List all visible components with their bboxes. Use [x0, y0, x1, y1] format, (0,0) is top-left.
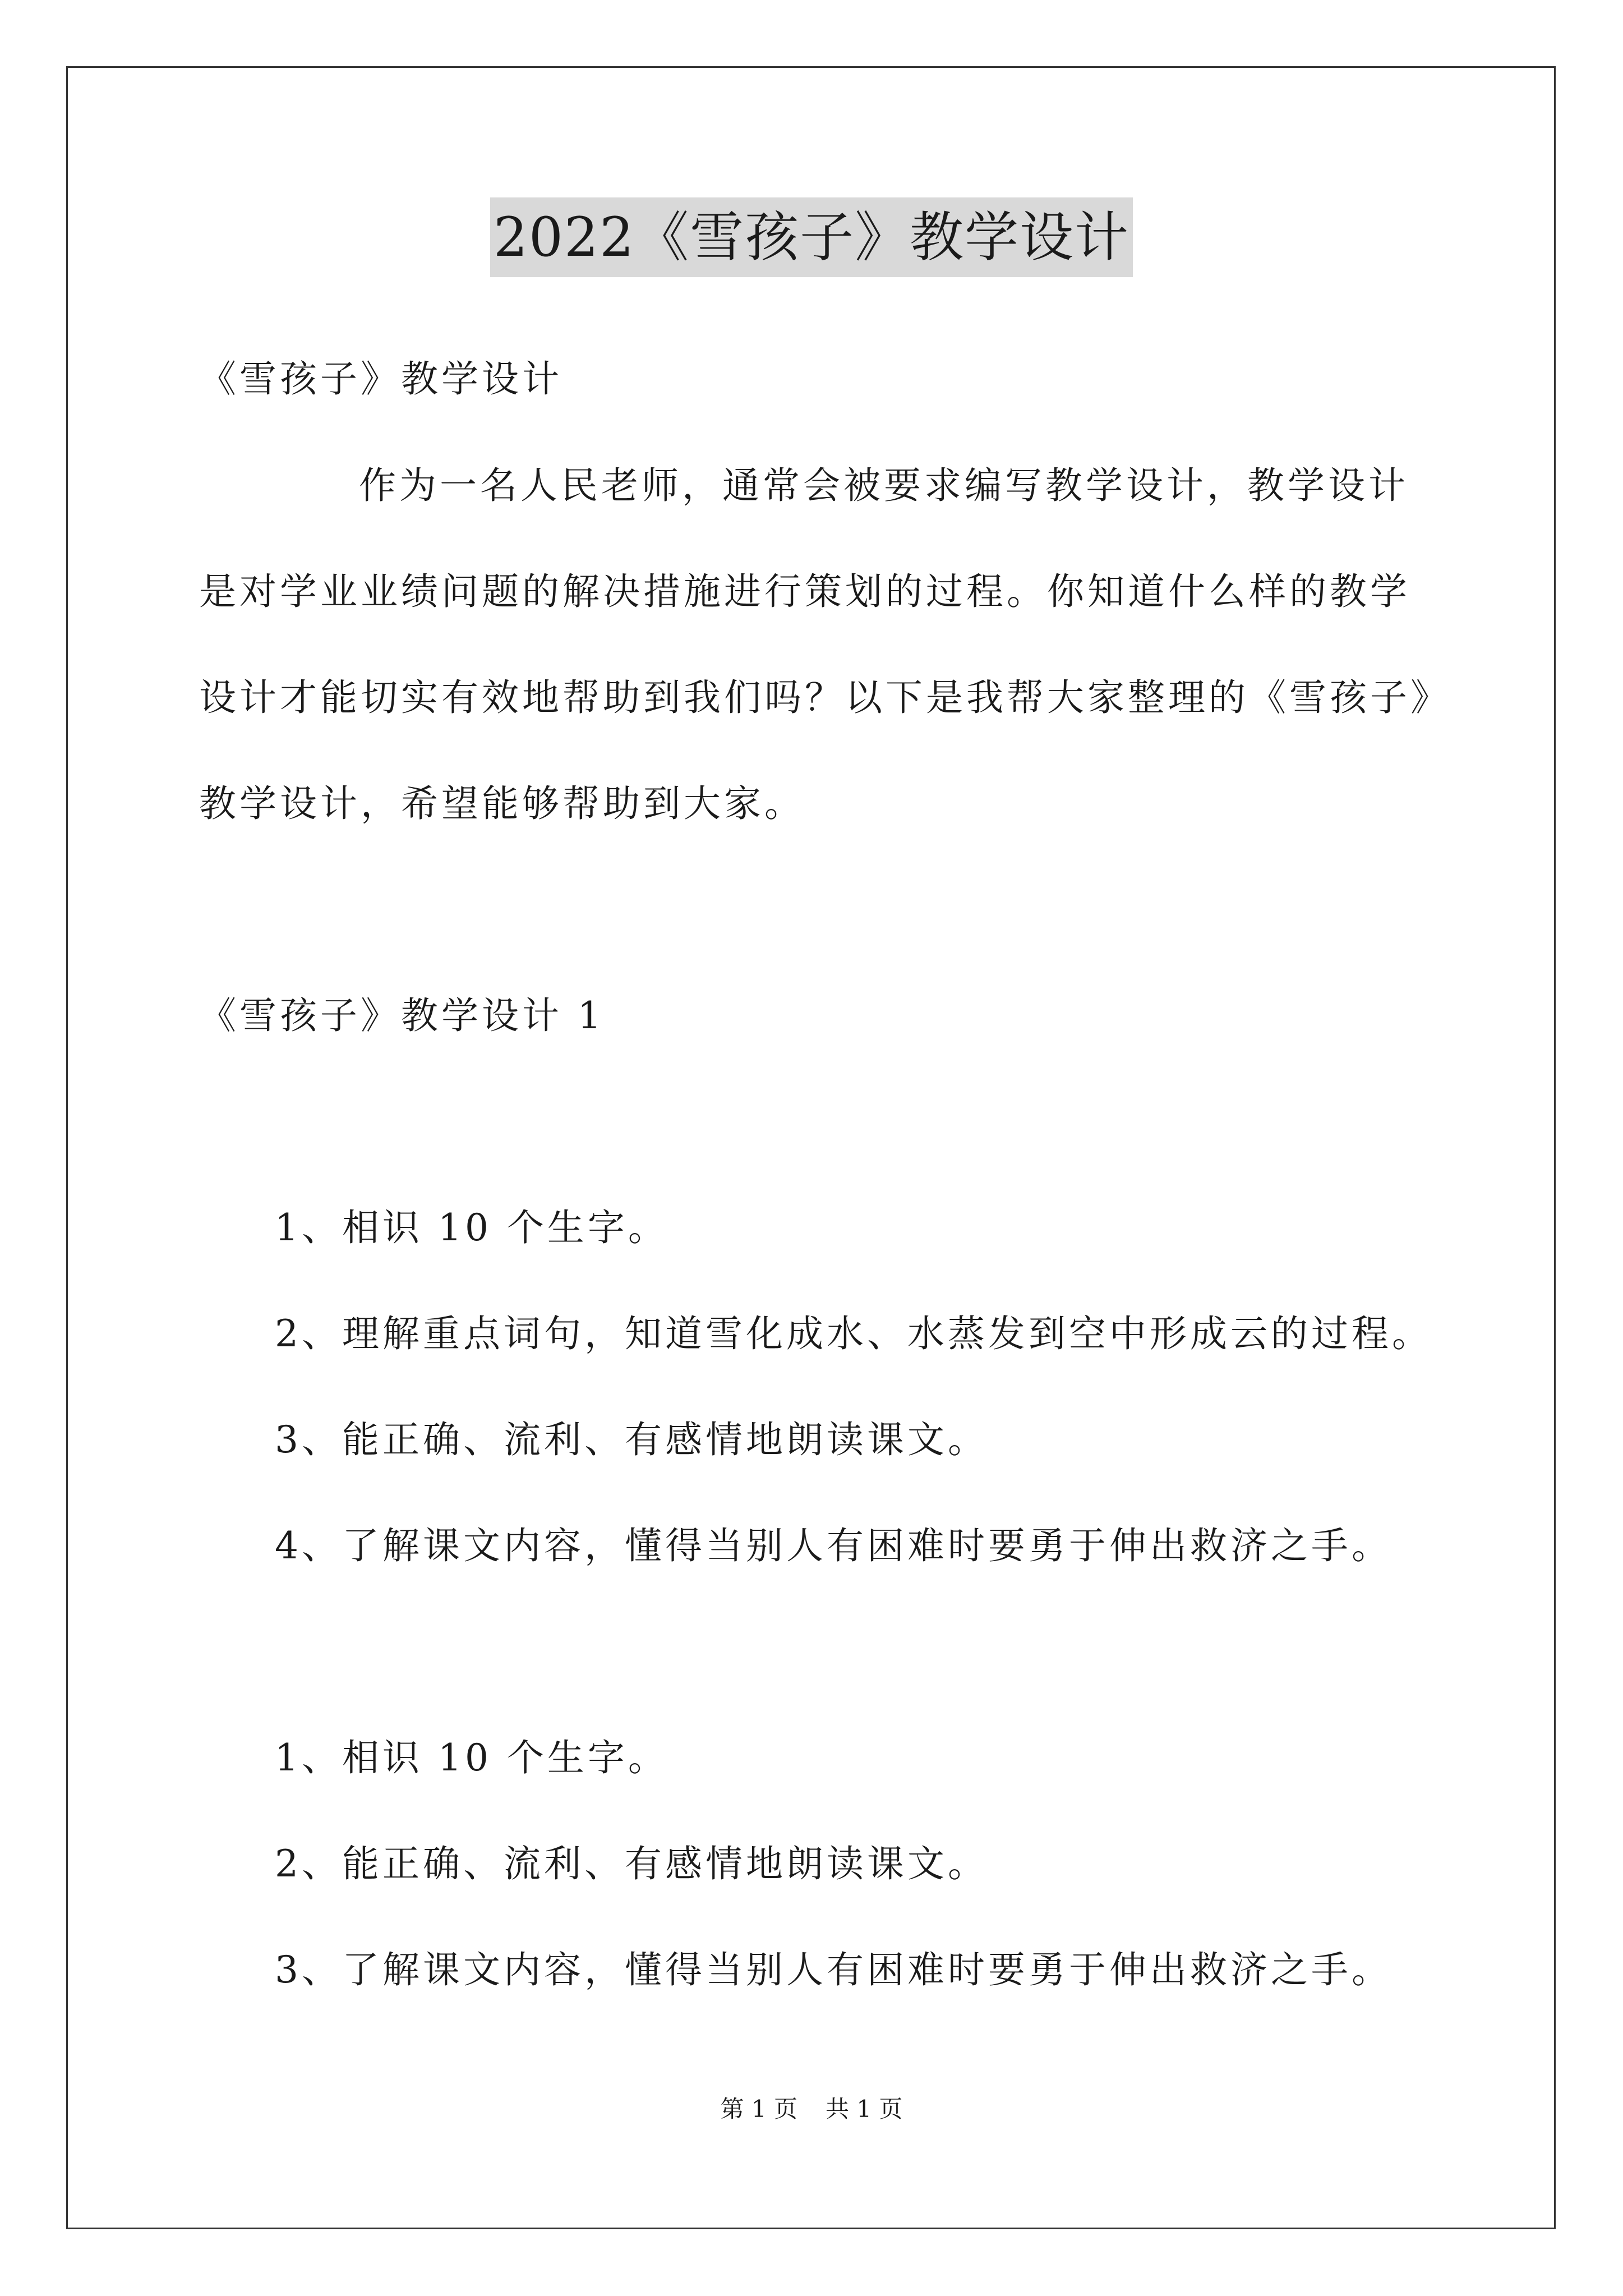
goal-a-4: 4、了解课文内容，懂得当别人有困难时要勇于伸出救济之手。 — [275, 1524, 1392, 1567]
goal-b-3: 3、了解课文内容，懂得当别人有困难时要勇于伸出救济之手。 — [275, 1948, 1392, 1991]
page-number-current: 第 1 页 — [720, 2095, 797, 2123]
intro-line-4: 教学设计，希望能够帮助到大家。 — [199, 782, 805, 825]
document-title: 2022《雪孩子》教学设计 — [490, 197, 1133, 277]
goal-b-2: 2、能正确、流利、有感情地朗读课文。 — [275, 1842, 988, 1885]
intro-line-3: 设计才能切实有效地帮助到我们吗？以下是我帮大家整理的《雪孩子》 — [199, 676, 1451, 719]
goal-b-1: 1、相识 10 个生字。 — [275, 1736, 668, 1779]
page-number-total: 共 1 页 — [826, 2095, 903, 2123]
goal-a-1: 1、相识 10 个生字。 — [275, 1206, 668, 1249]
section-title: 《雪孩子》教学设计 1 — [199, 994, 605, 1037]
goal-a-2: 2、理解重点词句，知道雪化成水、水蒸发到空中形成云的过程。 — [275, 1312, 1432, 1355]
page-footer — [0, 2092, 1623, 2126]
intro-line-1: 作为一名人民老师，通常会被要求编写教学设计，教学设计 — [359, 464, 1409, 507]
goal-a-3: 3、能正确、流利、有感情地朗读课文。 — [275, 1418, 988, 1461]
title-container — [0, 197, 1623, 277]
intro-line-2: 是对学业业绩问题的解决措施进行策划的过程。你知道什么样的教学 — [199, 570, 1410, 613]
document-subtitle: 《雪孩子》教学设计 — [199, 357, 562, 401]
